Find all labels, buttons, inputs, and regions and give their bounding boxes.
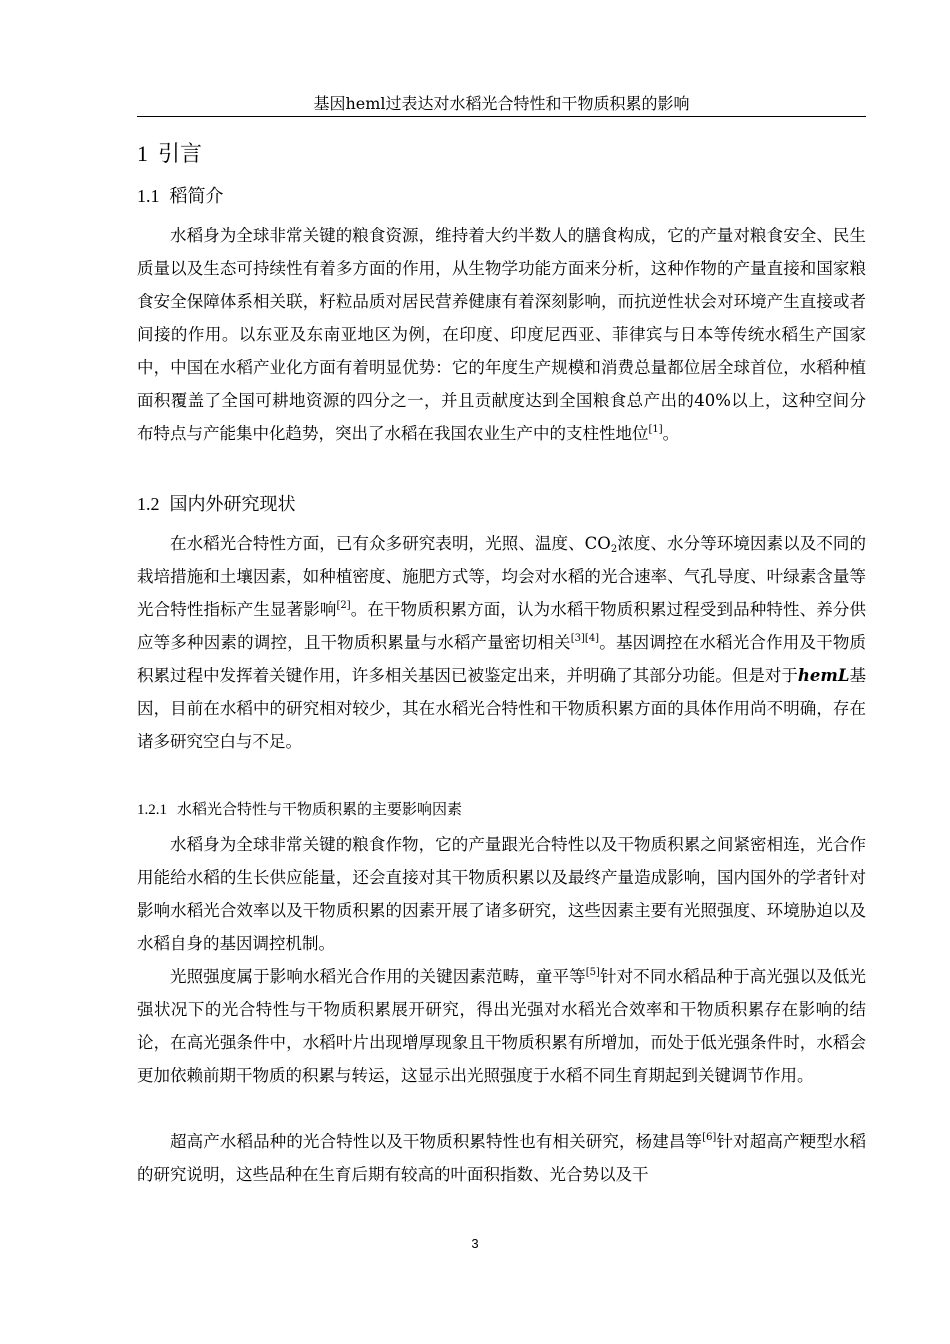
paragraph-text: 。 xyxy=(662,424,680,443)
paragraph-super-high-yield xyxy=(137,1125,866,1191)
section-number: 1 xyxy=(137,141,148,166)
section-number: 1.2 xyxy=(137,494,160,514)
citation: [1] xyxy=(648,424,663,435)
section-title: 水稻光合特性与干物质积累的主要影响因素 xyxy=(177,800,463,818)
gene-name: hemL xyxy=(797,666,850,685)
section-title: 国内外研究现状 xyxy=(169,494,296,515)
section-title: 稻简介 xyxy=(169,186,224,207)
paragraph-research-status xyxy=(137,527,866,758)
section-number: 1.1 xyxy=(137,186,160,206)
paragraph-text: 光照强度属于影响水稻光合作用的关键因素范畴，童平等 xyxy=(170,967,586,986)
paragraph-text: 浓度、水分等环境因素以及不同的栽培措施和土壤因素，如种植密度、施肥方式等，均会对水稻的光合速率、气孔导度、叶绿素含量等光合特性指标产生显著影响 xyxy=(137,534,867,619)
paragraph-text: 水稻身为全球非常关键的粮食资源，维持着大约半数人的膳食构成，它的产量对粮食安全、民生质量以及生态可持续性有着多方面的作用，从生物学功能方面来分析，这种作物的产量直接和国家粮食安全保障体系相关联，籽粒品质对居民营养健康有着深刻影响，而抗逆性状会对环境产生直接或者间接的作用。以东亚及东南亚地区为例，在印度、印度尼西亚、菲律宾与日本等传统水稻生产国家中，中国在水稻产业化方面有着明显优势：它的年度生产规模和消费总量都位居全球首位，水稻种植面积覆盖了全国可耕地资源的四分之一，并且贡献度达到全国粮食总产出的40%以上，这种空间分布特点与产能集中化趋势，突出了水稻在我国农业生产中的支柱性地位 xyxy=(137,226,866,443)
paragraph-text: 。在干物质积累方面，认为水稻干物质积累过程受到品种特性、养分供应等多种因素的调控，且干物质积累量与水稻产量密切相关 xyxy=(137,600,867,652)
page-number: 3 xyxy=(471,1236,479,1251)
citation: [6] xyxy=(702,1132,717,1143)
citation: [3][4] xyxy=(570,633,600,644)
citation: [5] xyxy=(585,967,600,978)
paragraph-text: 针对不同水稻品种于高光强以及低光强状况下的光合特性与干物质积累展开研究，得出光强对水稻光合效率和干物质积累存在影响的结论，在高光强条件中，水稻叶片出现增厚现象且干物质积累有所增加，而处于低光强条件时，水稻会更加依赖前期干物质的积累与转运，这显示出光照强度于水稻不同生育期起到关键调节作用。 xyxy=(137,967,867,1085)
section-title: 引言 xyxy=(158,142,203,167)
section-heading-1 xyxy=(137,138,202,171)
section-heading-1-1 xyxy=(137,182,224,211)
paragraph-text: 基因，目前在水稻中的研究相对较少，其在水稻光合特性和干物质积累方面的具体作用尚不明确，存在诸多研究空白与不足。 xyxy=(137,666,867,751)
paragraph-rice-intro xyxy=(137,219,866,450)
section-heading-1-2-1 xyxy=(137,797,462,822)
section-number: 1.2.1 xyxy=(137,802,167,818)
citation: [2] xyxy=(336,600,351,611)
paragraph-text: 超高产水稻品种的光合特性以及干物质积累特性也有相关研究，杨建昌等 xyxy=(170,1132,703,1151)
paragraph-light-intensity xyxy=(137,960,866,1092)
section-heading-1-2 xyxy=(137,490,296,519)
paragraph-factors-overview: 水稻身为全球非常关键的粮食作物，它的产量跟光合特性以及干物质积累之间紧密相连，光合作用能给水稻的生长供应能量，还会直接对其干物质积累以及最终产量造成影响，国内国外的学者针对影响水稻光合效率以及干物质积累的因素开展了诸多研究，这些因素主要有光照强度、环境胁迫以及水稻自身的基因调控机制。 xyxy=(137,835,866,953)
running-header: 基因heml过表达对水稻光合特性和干物质积累的影响 xyxy=(137,92,866,117)
subscript: 2 xyxy=(610,544,618,555)
paragraph-text: 。基因调控在水稻光合作用及干物质积累过程中发挥着关键作用，许多相关基因已被鉴定出来，并明确了其部分功能。但是对于 xyxy=(137,633,867,685)
paragraph-text: 在水稻光合特性方面，已有众多研究表明，光照、温度、CO xyxy=(170,534,611,553)
paragraph-text: 针对超高产粳型水稻的研究说明，这些品种在生育后期有较高的叶面积指数、光合势以及干 xyxy=(137,1132,867,1184)
